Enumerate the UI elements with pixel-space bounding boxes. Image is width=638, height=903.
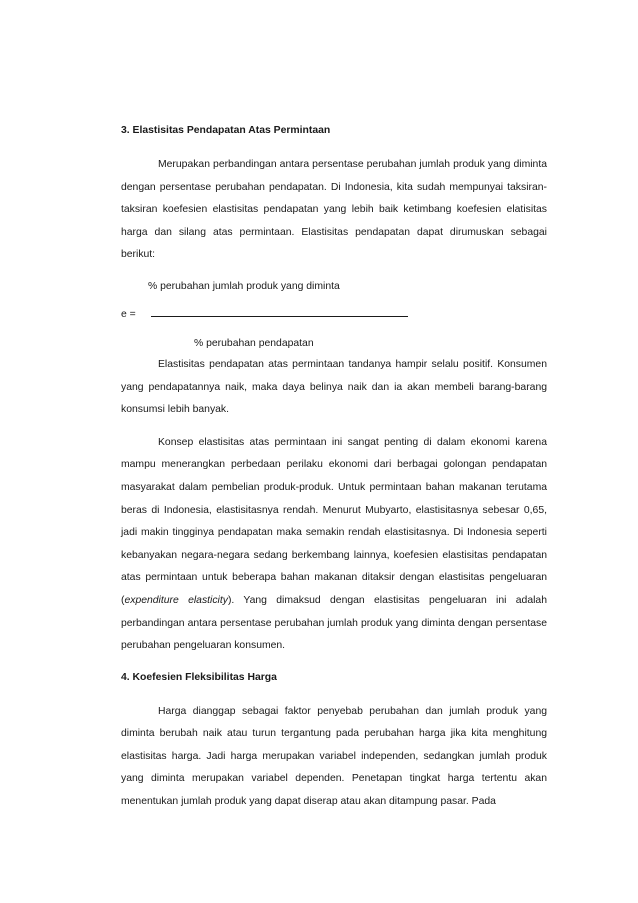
section-4-heading: 4. Koefesien Fleksibilitas Harga [121,671,277,683]
paragraph-3-text-end: ). Yang dimaksud dengan elastisitas pengeluaran ini adalah perbandingan antara persentase perubahan jumlah produk yang diminta dengan persentase perubahan pengeluaran konsumen. [121,594,547,652]
section-3-paragraph-3 [121,432,547,658]
formula-lhs: e = [121,308,136,320]
section-3-paragraph-2: Elastisitas pendapatan atas permintaan tandanya hampir selalu positif. Konsumen yang pendapatannya naik, maka daya belinya naik dan ia akan membeli barang-barang konsumsi lebih banyak. [121,358,547,416]
section-3-heading: 3. Elastisitas Pendapatan Atas Permintaan [121,125,331,136]
fraction-line [151,316,408,317]
paragraph-3-text-start: Konsep elastisitas atas permintaan ini sangat penting di dalam ekonomi karena mampu menerangkan perbedaan perilaku ekonomi dari berbagai golongan pendapatan masyarakat dalam pembelian produk-produk. Untuk permintaan bahan makanan terutama beras di Indonesia, elastisitasnya rendah. Menurut Mubyarto, elastisitasnya sebesar 0,65, jadi makin tingginya pendapatan maka semakin rendah elastisitasnya. Di Indonesia seperti kebanyakan negara-negara sedang berkembang lainnya, koefesien elastisitas pendapatan atas permintaan untuk beberapa bahan makanan ditaksir dengan elastisitas pengeluaran ( [121,436,547,606]
section-4-paragraph-1: Harga dianggap sebagai faktor penyebab perubahan dan jumlah produk yang diminta berubah naik atau turun tergantung pada perubahan harga jika kita menghitung elastisitas harga. Jadi harga merupakan variabel independen, sedangkan jumlah produk yang diminta merupakan variabel dependen. Penetapan tingkat harga tertentu akan menentukan jumlah produk yang dapat diserap atau akan ditampung pasar. Pada [121,705,547,808]
formula-numerator: % perubahan jumlah produk yang diminta [148,280,340,292]
formula-denominator: % perubahan pendapatan [194,337,314,349]
income-elasticity-formula [121,276,547,349]
section-3-paragraph-1: Merupakan perbandingan antara persentase perubahan jumlah produk yang diminta dengan persentase perubahan pendapatan. Di Indonesia, kita sudah mempunyai taksiran-taksiran koefesien elastisitas pendapatan yang lebih baik ketimbang koefesien elatisitas harga dan silang atas permintaan. Elastisitas pendapatan dapat dirumuskan sebagai berikut: [121,159,547,261]
expenditure-elasticity-term: expenditure elasticity [124,594,228,606]
page-content [121,120,547,823]
